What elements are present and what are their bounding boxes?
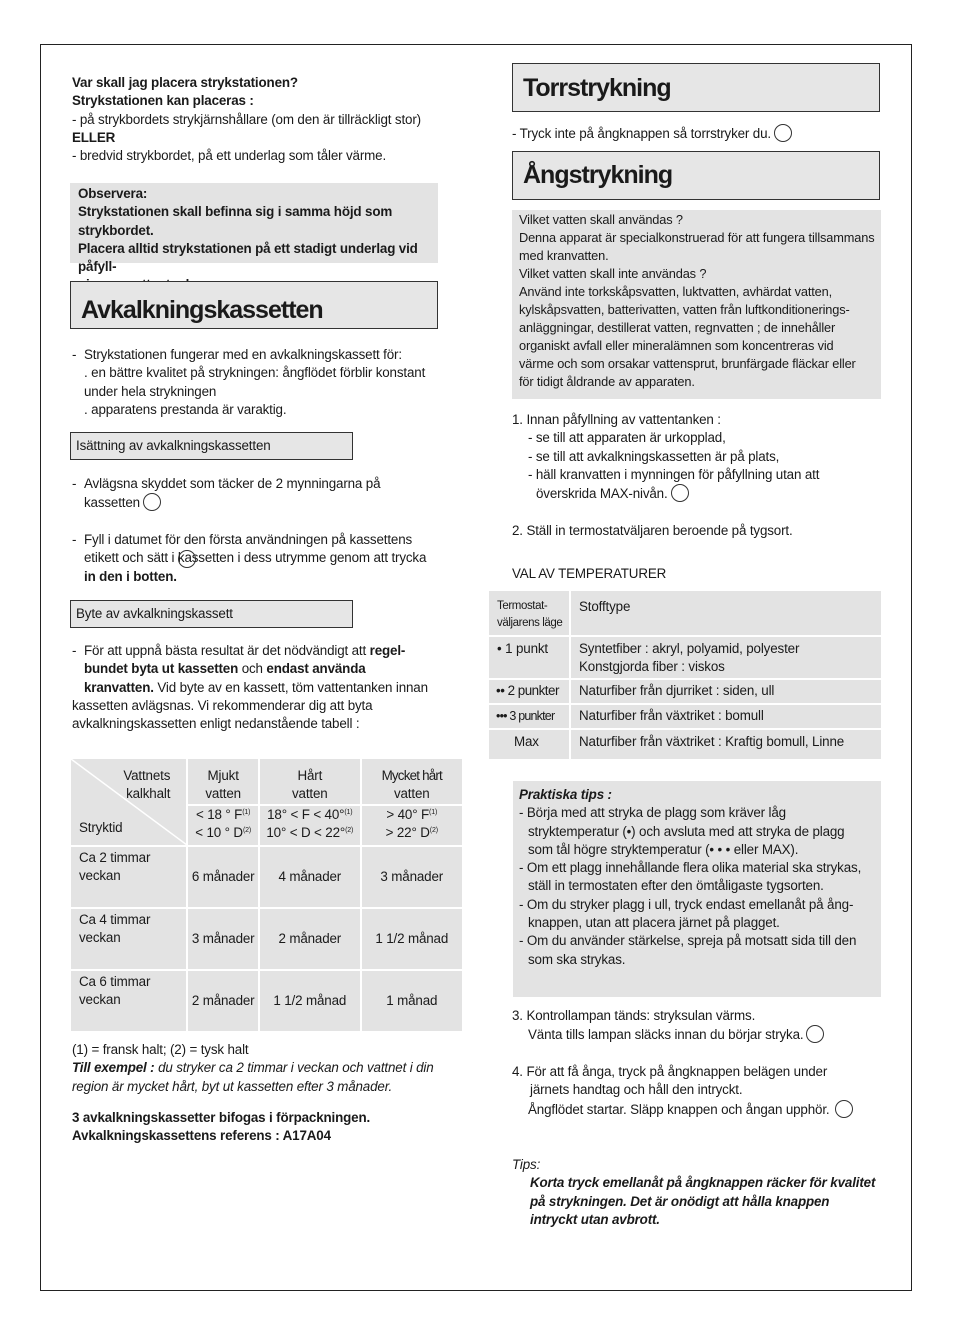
practical-tips-box (513, 781, 881, 997)
table-cell: 1 1/2 månad (260, 971, 359, 1031)
table-cell: 4 månader (260, 847, 359, 907)
corner-label: Stryktid (79, 820, 123, 835)
water-question: Vilket vatten skall inte användas ? (519, 266, 707, 281)
list-item: . en bättre kvalitet på strykningen: ångflödet förblir konstant (84, 365, 426, 381)
replacement-table (69, 757, 464, 1033)
range: 18° < F < 40° (267, 807, 345, 822)
note-mark: (1) (429, 809, 438, 816)
table-row (489, 730, 881, 759)
table-row (71, 971, 462, 1031)
setting-label: •• 2 punkter (489, 680, 569, 703)
section-heading-box (512, 63, 880, 112)
water-text: Denna apparat är specialkonstruerad för att fungera tillsammans (519, 230, 875, 245)
text-line: kassetten avlägsnas. Vi rekommenderar dig att byta (72, 697, 373, 713)
fabric-text: Naturfiber från växtriket : Kraftig bomull, Linne (571, 730, 881, 759)
water-text: anläggningar, destillerat vatten, regnvatten ; de innehåller (519, 320, 836, 335)
observe-note (70, 183, 438, 275)
temperature-title: VAL AV TEMPERATURER (512, 566, 667, 581)
dry-ironing-text (512, 124, 892, 143)
tips-title: Praktiska tips : (519, 787, 612, 802)
text-span: Vid byte av en kassett, töm vattentanken innan (153, 679, 428, 695)
water-text: med kranvatten. (519, 248, 609, 263)
water-text: organiskt avfall eller mineralämnen som koncentreras vid (519, 338, 834, 353)
tip-line: - Börja med att stryka de plagg som kräver låg (519, 805, 786, 821)
example-text: du stryker ca 2 timmar i veckan och vattnet i din (154, 1060, 434, 1076)
intro-or: ELLER (72, 129, 116, 145)
tip-line: - Om du stryker plagg i ull, tryck endast emellanåt på ång- (519, 896, 854, 912)
text-span: bundet byta ut kassetten (84, 661, 239, 677)
step-line: överskrida MAX-nivån. (536, 486, 668, 502)
table-footnote (72, 1041, 452, 1096)
corner-label: Vattnets (123, 768, 171, 783)
list-item: under hela strykningen (84, 383, 217, 399)
step-line: - se till att apparaten är urkopplad, (528, 430, 726, 446)
step-line: 3. Kontrollampan tänds: stryksulan värms. (512, 1008, 756, 1023)
row-label: Ca 4 timmar (79, 912, 151, 927)
row-label: veckan (79, 992, 121, 1007)
intro-question: Var skall jag placera strykstationen? (72, 75, 298, 90)
insertion-step-1 (72, 475, 442, 513)
section-heading-box (512, 151, 880, 200)
tip-line: ställ in termostaten efter den ömtåligaste tygsorten. (528, 878, 824, 894)
water-info-box (512, 210, 881, 399)
included-text: 3 avkalkningskassetter bifogas i förpackningen. (72, 1110, 371, 1125)
reference-text: Avkalkningskassettens referens : A17A04 (72, 1128, 331, 1144)
step-line: - Avlägsna skyddet som täcker de 2 mynningarna på (72, 475, 442, 493)
table-cell: 2 månader (188, 971, 258, 1031)
step-line: - häll kranvatten i mynningen för påfyllning utan att (528, 466, 820, 482)
column-header (188, 759, 258, 845)
text-span: För att uppnå bästa resultat är det nödvändigt att (84, 643, 370, 658)
step-line: kassetten (84, 495, 140, 511)
table-row (489, 705, 881, 728)
text-span: endast använda (266, 661, 366, 677)
step-title: 1. Innan påfyllning av vattentanken : (512, 412, 721, 427)
note-mark: (2) (345, 827, 354, 834)
figure-ref-circle-icon (835, 1100, 853, 1118)
header-line: vatten (393, 786, 430, 801)
fabric-text: Syntetfiber : akryl, polyamid, polyester (579, 641, 800, 656)
water-question: Vilket vatten skall användas ? (519, 212, 683, 227)
note-line: Placera alltid strykstationen på ett stadigt underlag vid påfyll- (78, 240, 418, 275)
fabric-text: Naturfiber från djurriket : siden, ull (571, 680, 881, 703)
column-header (362, 759, 462, 845)
note-title: Observera: (78, 186, 148, 201)
example-label: Till exempel : (72, 1060, 155, 1076)
intro-option-2: - bredvid strykbordet, på ett underlag som tåler värme. (72, 148, 387, 164)
tip-line: som ska strykas. (528, 951, 626, 967)
text-span: kranvatten. (84, 679, 154, 695)
range: 10° < D < 22° (266, 825, 346, 840)
setting-label: • 1 punkt (489, 637, 569, 678)
range: > 40° F (386, 807, 430, 822)
tip-line: stryktemperatur (•) och avsluta med att stryka de plagg (528, 823, 845, 839)
example-text: region är mycket hårt, byt ut kassetten efter 3 månader. (72, 1078, 393, 1094)
final-tips (512, 1156, 892, 1229)
final-tips-title: Tips: (512, 1157, 541, 1172)
table-corner (71, 759, 186, 845)
text-span: regel- (369, 643, 406, 658)
note-mark: (2) (429, 827, 438, 834)
range: < 10 ° D (195, 825, 243, 840)
heading-torrstrykning: Torrstrykning (523, 74, 671, 102)
header-line: vatten (205, 786, 241, 801)
water-text: värme och som orsakar vattensprut, brunfärgade fläckar eller (519, 356, 856, 371)
range: > 22° D (385, 825, 430, 840)
cassette-intro (72, 346, 442, 419)
header-line: Mjukt (207, 768, 239, 783)
text-span: och (238, 661, 267, 677)
step-line: in den i botten. (84, 568, 177, 584)
tip-line: som tål högre stryktemperatur (• • • eller MAX). (528, 841, 799, 857)
included-cassettes (72, 1109, 452, 1146)
step-2: 2. Ställ in termostatväljaren beroende på tygsort. (512, 523, 793, 538)
step-4 (512, 1063, 892, 1119)
temperature-table (487, 589, 883, 761)
table-cell: 1 1/2 månad (362, 909, 462, 969)
figure-ref-circle-icon (178, 550, 196, 568)
setting-label: ••• 3 punkter (489, 705, 569, 728)
section-heading-box (70, 281, 438, 329)
replacement-text (72, 642, 447, 733)
final-tips-line: Korta tryck emellanåt på ångknappen räcker för kvalitet (530, 1175, 876, 1191)
setting-label: Max (489, 730, 569, 759)
water-text: för tidigt åldrande av apparaten. (519, 374, 695, 389)
list-item: - Strykstationen fungerar med en avkalkningskassett för: (72, 346, 442, 364)
note-mark: (1) (344, 809, 353, 816)
tip-line: - Om ett plagg innehållande flera olika material ska strykas, (519, 860, 862, 876)
table-row (489, 637, 881, 678)
water-text: kylskåpsvatten, batterivatten, vatten från luftkonditionerings- (519, 302, 850, 317)
table-row (71, 909, 462, 969)
table-cell: 3 månader (362, 847, 462, 907)
placement-intro (72, 74, 442, 165)
figure-ref-circle-icon (774, 124, 792, 142)
final-tips-line: intryckt utan avbrott. (530, 1211, 660, 1227)
subheading-insertion: Isättning av avkalkningskassetten (70, 432, 353, 460)
tip-line: knappen, utan att placera järnet på plagget. (528, 915, 780, 931)
tip-line: - Om du använder stärkelse, spreja på motsatt sida till den (519, 933, 857, 949)
subheading-replacement: Byte av avkalkningskassett (70, 600, 353, 628)
step-1 (512, 411, 892, 503)
dry-ironing-line: - Tryck inte på ångknappen så torrstryker du. (512, 126, 771, 141)
header-line: vatten (292, 786, 328, 801)
note-line: Strykstationen skall befinna sig i samma höjd som strykbordet. (78, 204, 393, 238)
intro-option-1: - på strykbordets strykjärnshållare (om den är tillräckligt stor) (72, 111, 421, 127)
step-line: Vänta tills lampan släcks innan du börjar stryka. (528, 1027, 804, 1043)
step-line: - se till att avkalkningskassetten är på plats, (528, 448, 780, 464)
header-line: Hårt (297, 768, 323, 783)
fabric-text: Naturfiber från växtriket : bomull (571, 705, 881, 728)
step-line: Ångflödet startar. Släpp knappen och ångan upphör. (528, 1101, 830, 1117)
header-line: Termostat- (497, 600, 548, 612)
step-line: järnets handtag och håll den intryckt. (530, 1082, 743, 1098)
list-item: . apparatens prestanda är varaktig. (84, 401, 287, 417)
figure-ref-circle-icon (143, 493, 161, 511)
header-line: väljarens läge (497, 617, 563, 629)
step-line: - Fyll i datumet för den första användningen på kassettens (72, 531, 447, 549)
column-header (260, 759, 359, 845)
step-line: 4. För att få ånga, tryck på ångknappen belägen under (512, 1064, 828, 1079)
table-row (489, 680, 881, 703)
corner-label: kalkhalt (126, 786, 171, 801)
final-tips-line: på strykningen. Det är onödigt att hålla knappen (530, 1193, 830, 1209)
table-cell: 2 månader (260, 909, 359, 969)
column-header: Stofftype (571, 591, 881, 635)
insertion-step-2 (72, 531, 447, 586)
heading-angstrykning: Ångstrykning (523, 161, 673, 189)
figure-ref-circle-icon (806, 1025, 824, 1043)
row-label: veckan (79, 930, 121, 945)
intro-sub: Strykstationen kan placeras : (72, 93, 254, 109)
step-line: etikett och sätt i kassetten i dess utrymme genom att trycka (84, 550, 427, 566)
legend-text: (1) = fransk halt; (2) = tysk halt (72, 1042, 249, 1057)
fabric-text: Konstgjorda fiber : viskos (579, 659, 725, 674)
table-cell: 1 månad (362, 971, 462, 1031)
note-mark: (2) (242, 827, 252, 834)
text-line: avkalkningskassetten enligt nedanstående tabell : (72, 716, 360, 732)
row-label: veckan (79, 868, 121, 883)
note-mark: (1) (242, 809, 251, 816)
header-line: Mycket hårt (381, 768, 442, 783)
step-3 (512, 1007, 892, 1045)
range: < 18 ° F (196, 807, 243, 822)
table-cell: 6 månader (188, 847, 258, 907)
row-label: Ca 2 timmar (79, 850, 151, 865)
water-text: Använd inte torkskåpsvatten, luktvatten, avhärdat vatten, (519, 284, 832, 299)
heading-avkalkningskassetten: Avkalkningskassetten (81, 296, 323, 324)
figure-ref-circle-icon (671, 484, 689, 502)
table-cell: 3 månader (188, 909, 258, 969)
table-row (71, 847, 462, 907)
row-label: Ca 6 timmar (79, 974, 151, 989)
